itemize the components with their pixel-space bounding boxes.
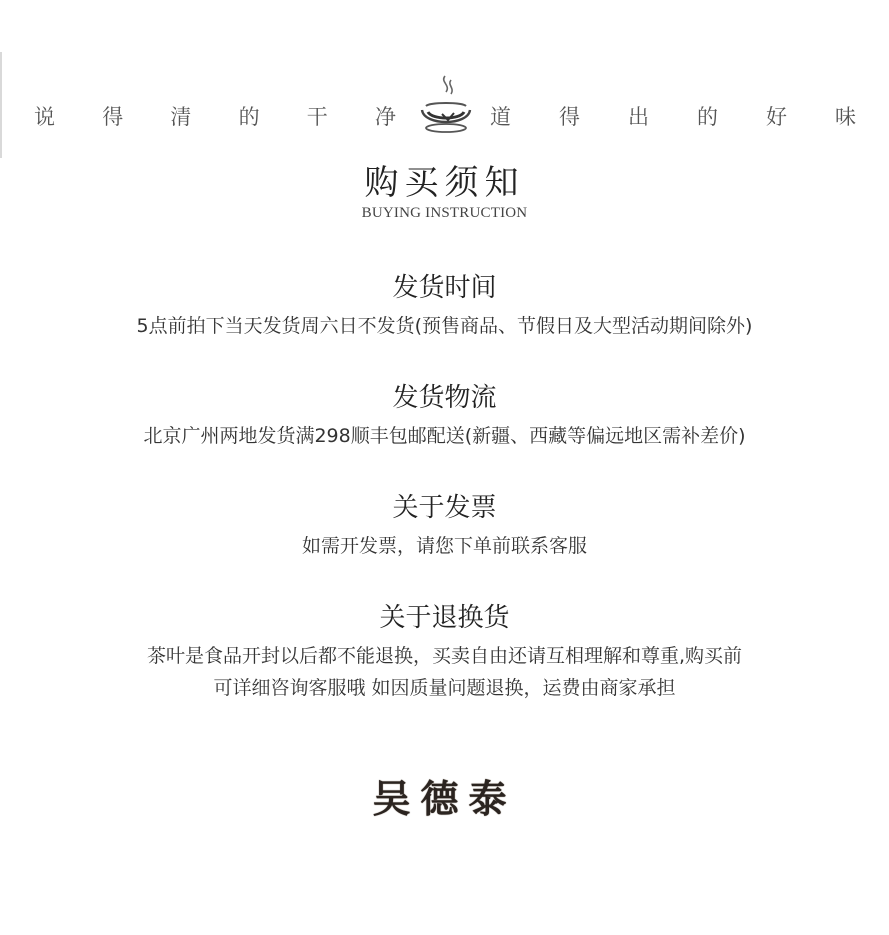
slogan-char: 的: [697, 105, 718, 129]
slogan-char: 味: [835, 105, 856, 129]
slogan-char: 干: [306, 105, 328, 129]
slogan-char: 出: [628, 105, 649, 129]
section-text: 如需开发票，请您下单前联系客服: [301, 535, 587, 557]
slogan-left: [34, 102, 396, 132]
slogan-char: 好: [766, 105, 787, 129]
slogan-char: 得: [102, 105, 124, 129]
section-heading: 关于退换货: [379, 603, 510, 633]
section-invoice: [0, 490, 889, 562]
section-text: 北京广州两地发货满298顺丰包邮配送(新疆、西藏等偏远地区需补差价): [143, 425, 746, 447]
page-subtitle: BUYING INSTRUCTION: [361, 205, 528, 221]
section-logistics: [0, 380, 889, 452]
section-heading: 关于发票: [392, 493, 497, 523]
slogan-char: 的: [238, 105, 260, 129]
section-heading: 发货物流: [392, 383, 497, 413]
slogan-char: 得: [559, 105, 580, 129]
slogan-right: [490, 102, 856, 132]
banner-divider: [0, 52, 2, 158]
section-text: 5点前拍下当天发货周六日不发货(预售商品、节假日及大型活动期间除外): [136, 315, 753, 337]
section-text: 可详细咨询客服哦 如因质量问题退换，运费由商家承担: [213, 677, 676, 699]
slogan-char: 清: [170, 105, 192, 129]
section-text: 茶叶是食品开封以后都不能退换，买卖自由还请互相理解和尊重,购买前: [146, 645, 743, 667]
section-returns: [0, 600, 889, 704]
section-heading: 发货时间: [392, 273, 497, 303]
section-shipping-time: [0, 270, 889, 342]
tea-cup-icon: [418, 74, 474, 136]
slogan-char: 说: [34, 105, 55, 129]
slogan-char: 道: [490, 105, 511, 129]
slogan-char: 净: [374, 105, 396, 129]
slogan-banner: [0, 52, 889, 160]
brand-logo: 吴德泰: [372, 776, 517, 821]
page-title: 购买须知: [364, 163, 525, 203]
